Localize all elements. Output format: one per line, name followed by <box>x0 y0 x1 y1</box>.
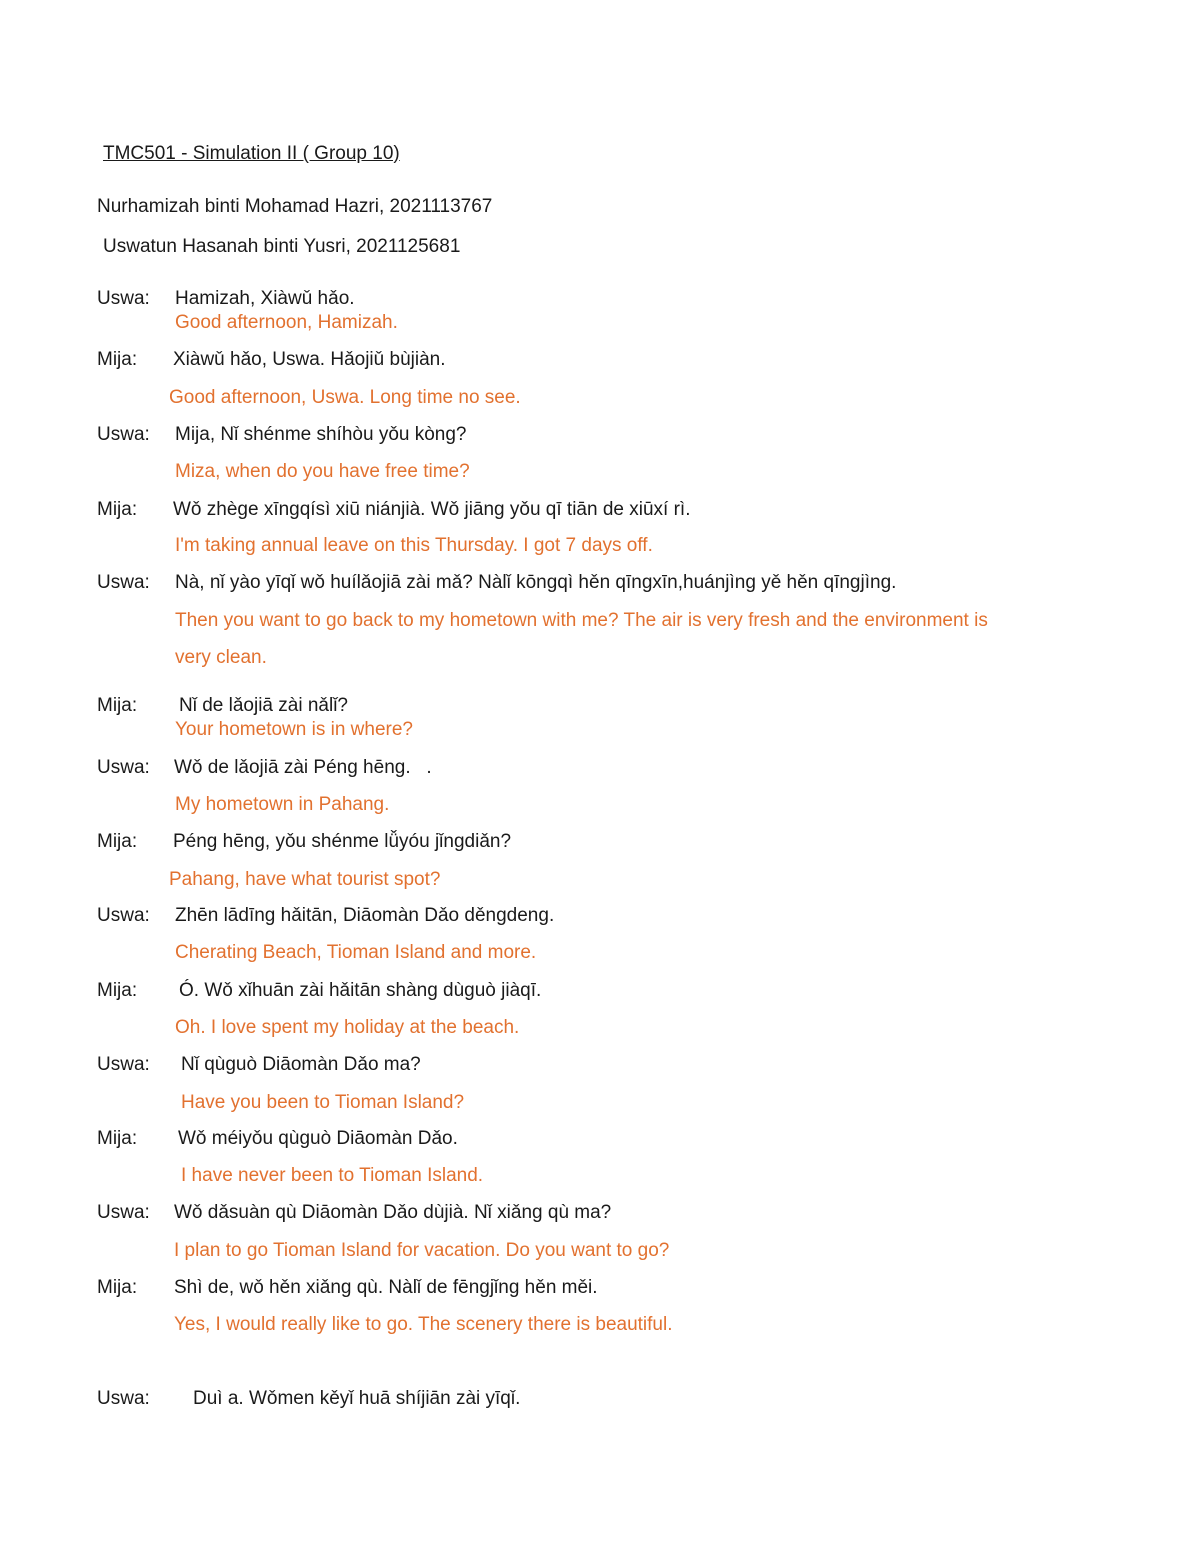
speaker-label: Mija: <box>97 499 138 520</box>
chinese-line: Ó. Wǒ xǐhuān zài hǎitān shàng dùguò jiàqī. <box>179 980 542 1001</box>
speaker-label: Uswa: <box>97 1388 150 1409</box>
chinese-line: Duì a. Wǒmen kěyǐ huā shíjiān zài yīqǐ. <box>193 1388 521 1409</box>
speaker-label: Uswa: <box>97 288 150 309</box>
english-translation: I'm taking annual leave on this Thursday. I got 7 days off. <box>175 535 653 556</box>
chinese-line: Nǐ qùguò Diāomàn Dǎo ma? <box>181 1054 421 1075</box>
speaker-label: Uswa: <box>97 572 150 593</box>
english-translation: Have you been to Tioman Island? <box>181 1092 465 1113</box>
english-translation: Your hometown is in where? <box>175 719 413 740</box>
chinese-line: Nà, nǐ yào yīqǐ wǒ huílǎojiā zài mǎ? Nàlǐ kōngqì hěn qīngxīn,huánjìng yě hěn qīngjìng. <box>175 572 897 593</box>
english-translation: My hometown in Pahang. <box>175 794 390 815</box>
speaker-label: Mija: <box>97 349 138 370</box>
english-translation-continued: very clean. <box>175 647 267 668</box>
english-translation: Miza, when do you have free time? <box>175 461 470 482</box>
speaker-label: Uswa: <box>97 424 150 445</box>
author-line-1: Nurhamizah binti Mohamad Hazri, 2021113767 <box>97 196 493 217</box>
chinese-line: Wǒ dǎsuàn qù Diāomàn Dǎo dùjià. Nǐ xiǎng qù ma? <box>174 1202 612 1223</box>
speaker-label: Mija: <box>97 1128 138 1149</box>
speaker-label: Mija: <box>97 831 138 852</box>
english-translation: I plan to go Tioman Island for vacation. Do you want to go? <box>174 1240 670 1261</box>
chinese-line: Zhēn lādīng hǎitān, Diāomàn Dǎo děngdeng. <box>175 905 555 926</box>
chinese-line: Péng hēng, yǒu shénme lǚyóu jǐngdiǎn? <box>173 831 512 852</box>
english-translation: Cherating Beach, Tioman Island and more. <box>175 942 537 963</box>
speaker-label: Uswa: <box>97 1202 150 1223</box>
english-translation: Yes, I would really like to go. The scenery there is beautiful. <box>174 1314 673 1335</box>
speaker-label: Uswa: <box>97 1054 150 1075</box>
english-translation: Good afternoon, Hamizah. <box>175 312 398 333</box>
chinese-line: Wǒ de lǎojiā zài Péng hēng. . <box>174 757 432 778</box>
english-translation: Then you want to go back to my hometown with me? The air is very fresh and the environment is <box>175 610 988 631</box>
speaker-label: Mija: <box>97 695 138 716</box>
chinese-line: Wǒ méiyǒu qùguò Diāomàn Dǎo. <box>178 1128 458 1149</box>
speaker-label: Mija: <box>97 980 138 1001</box>
english-translation: I have never been to Tioman Island. <box>181 1165 484 1186</box>
chinese-line: Xiàwǔ hǎo, Uswa. Hǎojiǔ bùjiàn. <box>173 349 446 370</box>
english-translation: Oh. I love spent my holiday at the beach. <box>175 1017 520 1038</box>
english-translation: Good afternoon, Uswa. Long time no see. <box>169 387 521 408</box>
chinese-line: Shì de, wǒ hěn xiǎng qù. Nàlǐ de fēngjǐng hěn měi. <box>174 1277 598 1298</box>
chinese-line: Mija, Nǐ shénme shíhòu yǒu kòng? <box>175 424 467 445</box>
speaker-label: Uswa: <box>97 757 150 778</box>
chinese-line: Hamizah, Xiàwǔ hǎo. <box>175 288 355 309</box>
english-translation: Pahang, have what tourist spot? <box>169 869 441 890</box>
chinese-line: Wǒ zhège xīngqísì xiū niánjià. Wǒ jiāng yǒu qī tiān de xiūxí rì. <box>173 499 691 520</box>
document-title: TMC501 - Simulation II ( Group 10) <box>103 143 400 164</box>
speaker-label: Uswa: <box>97 905 150 926</box>
author-line-2: Uswatun Hasanah binti Yusri, 2021125681 <box>103 236 461 257</box>
chinese-line: Nǐ de lǎojiā zài nǎlǐ? <box>179 695 348 716</box>
speaker-label: Mija: <box>97 1277 138 1298</box>
